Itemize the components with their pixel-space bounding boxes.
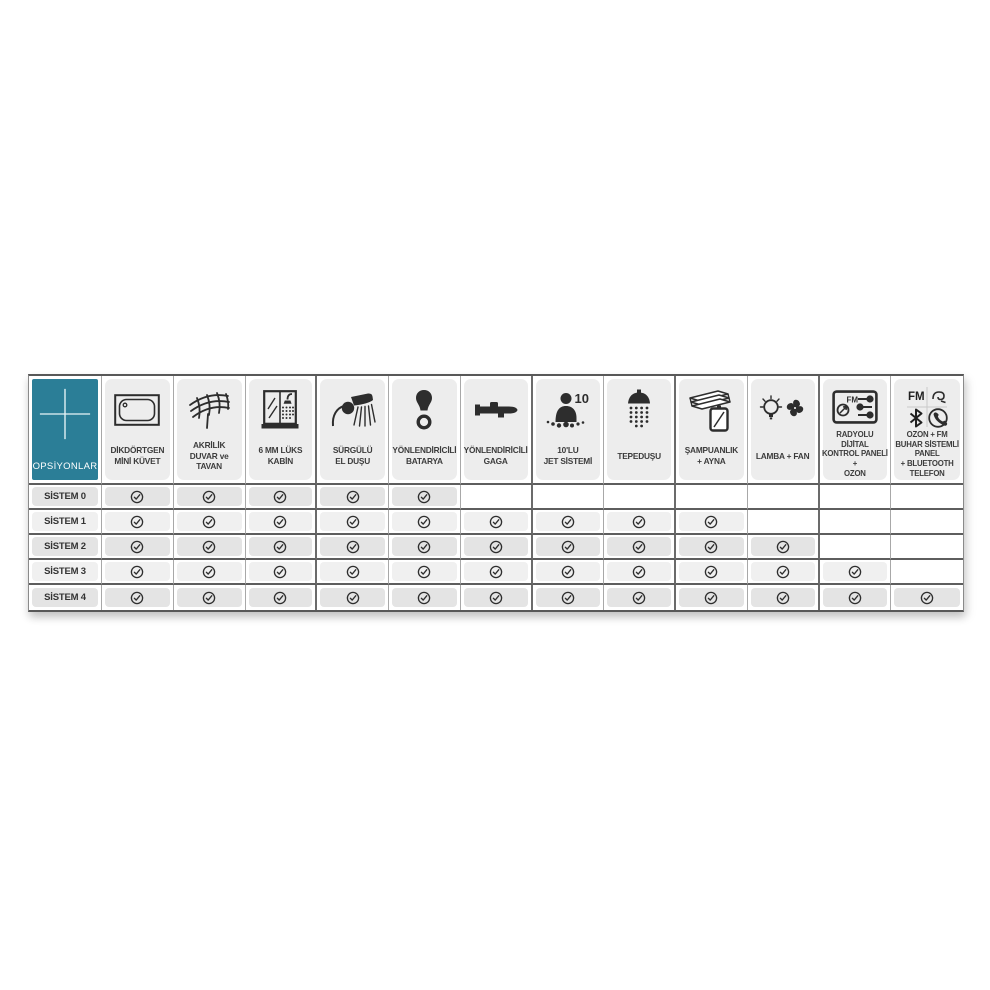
row-label-badge <box>32 487 98 506</box>
header-box <box>177 379 242 480</box>
check-badge <box>320 537 385 556</box>
check-badge <box>320 512 385 531</box>
row-label: SİSTEM 2 <box>44 541 86 552</box>
label-line: OZON <box>844 468 866 478</box>
hand-shower-icon <box>330 391 376 429</box>
check-circle-icon <box>273 515 287 529</box>
overhead-shower-icon <box>624 389 654 431</box>
check-circle-icon <box>417 515 431 529</box>
row-label: SİSTEM 0 <box>44 491 86 502</box>
cell-row0-akrilik-duvar-ve-tavan <box>174 485 246 510</box>
check-circle-icon <box>273 490 287 504</box>
check-badge <box>392 562 457 581</box>
label-line: + <box>852 459 858 469</box>
check-circle-icon <box>561 540 575 554</box>
mixer-tap-icon <box>413 389 435 431</box>
check-circle-icon <box>704 565 718 579</box>
check-circle-icon <box>489 565 503 579</box>
cell-row1-6-mm-luks-kabin <box>246 510 318 535</box>
check-badge <box>679 562 744 581</box>
cell-row2-radyolu-dijital-kontrol-paneli-ozon <box>820 535 892 560</box>
check-circle-icon <box>561 591 575 605</box>
column-label <box>110 436 164 476</box>
column-header-surgulu-el-dusu <box>317 376 389 485</box>
column-header-dikdortgen-mini-kuvet <box>102 376 174 485</box>
opsiyonlar-box <box>32 379 98 480</box>
cell-row4-6-mm-luks-kabin <box>246 585 318 610</box>
column-header-tepedusu <box>604 376 676 485</box>
column-label <box>392 436 456 476</box>
row-label-badge <box>32 512 98 531</box>
check-badge <box>751 562 815 581</box>
cell-row2-6-mm-luks-kabin <box>246 535 318 560</box>
plus-icon <box>37 386 93 442</box>
column-header-yonlendiricili-gaga <box>461 376 533 485</box>
acrylic-ceiling-icon <box>188 390 230 430</box>
cell-row0-dikdortgen-mini-kuvet <box>102 485 174 510</box>
header-icon-slot <box>537 384 600 436</box>
cell-row0-lamba-fan <box>748 485 820 510</box>
label-line: DUVAR ve <box>189 450 229 461</box>
check-circle-icon <box>346 591 360 605</box>
column-label <box>464 436 528 476</box>
header-box <box>536 379 601 480</box>
check-badge <box>392 588 457 607</box>
check-badge <box>177 562 242 581</box>
cell-row0-tepedusu <box>604 485 676 510</box>
column-label <box>685 436 738 476</box>
cell-row1-sampuanlik-ayna <box>676 510 748 535</box>
header-icon-slot <box>680 384 743 436</box>
check-circle-icon <box>632 515 646 529</box>
check-badge <box>177 512 242 531</box>
check-circle-icon <box>202 490 216 504</box>
column-header-akrilik-duvar-ve-tavan <box>174 376 246 485</box>
check-circle-icon <box>202 591 216 605</box>
opsiyonlar-label: OPSİYONLAR <box>32 461 98 472</box>
check-circle-icon <box>704 591 718 605</box>
label-line: DİKDÖRTGEN <box>110 445 165 456</box>
svg-text:FM: FM <box>908 391 925 403</box>
label-line: KONTROL PANELİ <box>821 449 888 459</box>
column-label <box>895 430 958 479</box>
cell-row4-ozon-fm-buhar-sistemli-panel-bluetooth-telefon <box>891 585 963 610</box>
row-label-cell-2 <box>29 535 102 560</box>
header-icon-slot <box>250 384 312 436</box>
cell-row4-surgulu-el-dusu <box>317 585 389 610</box>
check-badge <box>536 512 601 531</box>
cell-row0-6-mm-luks-kabin <box>246 485 318 510</box>
header-box <box>751 379 815 480</box>
check-badge <box>392 487 457 506</box>
cell-row0-radyolu-dijital-kontrol-paneli-ozon <box>820 485 892 510</box>
cell-row1-akrilik-duvar-ve-tavan <box>174 510 246 535</box>
corner-cell-opsiyonlar <box>29 376 102 485</box>
label-line: PANEL <box>914 449 940 459</box>
check-badge <box>823 588 888 607</box>
check-badge <box>607 537 671 556</box>
check-badge <box>320 487 385 506</box>
cell-row2-akrilik-duvar-ve-tavan <box>174 535 246 560</box>
row-label-badge <box>32 562 98 581</box>
jet-system-icon <box>545 391 591 429</box>
check-badge <box>751 588 815 607</box>
column-header-sampuanlik-ayna <box>676 376 748 485</box>
check-circle-icon <box>202 540 216 554</box>
check-circle-icon <box>130 490 144 504</box>
cell-row3-surgulu-el-dusu <box>317 560 389 585</box>
header-box <box>894 379 960 480</box>
header-icon-slot <box>608 384 670 436</box>
check-circle-icon <box>561 515 575 529</box>
check-circle-icon <box>417 490 431 504</box>
label-line: LAMBA + FAN <box>755 450 810 461</box>
check-circle-icon <box>130 591 144 605</box>
cell-row3-yonlendiricili-gaga <box>461 560 533 585</box>
label-line: OZON + FM <box>906 430 948 439</box>
check-circle-icon <box>417 591 431 605</box>
cell-row3-akrilik-duvar-ve-tavan <box>174 560 246 585</box>
check-circle-icon <box>489 515 503 529</box>
label-line: ŞAMPUANLIK <box>684 445 739 456</box>
check-badge <box>823 562 888 581</box>
cell-row3-lamba-fan <box>748 560 820 585</box>
cell-row3-sampuanlik-ayna <box>676 560 748 585</box>
row-label: SİSTEM 4 <box>44 592 86 603</box>
cell-row4-yonlendiricili-batarya <box>389 585 461 610</box>
label-line: + BLUETOOTH <box>900 459 954 469</box>
cell-row2-ozon-fm-buhar-sistemli-panel-bluetooth-telefon <box>891 535 963 560</box>
check-circle-icon <box>489 540 503 554</box>
cell-row4-dikdortgen-mini-kuvet <box>102 585 174 610</box>
cell-row3-6-mm-luks-kabin <box>246 560 318 585</box>
check-circle-icon <box>346 540 360 554</box>
cell-row4-yonlendiricili-gaga <box>461 585 533 610</box>
check-badge <box>464 562 528 581</box>
header-box <box>464 379 528 480</box>
check-circle-icon <box>704 515 718 529</box>
column-label <box>756 436 810 476</box>
cell-row0-10lu-jet-sistemi <box>533 485 605 510</box>
header-box <box>607 379 671 480</box>
check-badge <box>105 537 170 556</box>
check-circle-icon <box>632 565 646 579</box>
check-badge <box>536 562 601 581</box>
check-badge <box>392 512 457 531</box>
header-icon-slot <box>106 384 169 436</box>
header-box <box>105 379 170 480</box>
label-line: YÖNLENDİRİCİLİ <box>392 445 457 456</box>
check-circle-icon <box>920 591 934 605</box>
header-icon-slot <box>824 384 887 430</box>
check-badge <box>320 588 385 607</box>
check-circle-icon <box>632 540 646 554</box>
check-badge <box>607 588 671 607</box>
cell-row1-lamba-fan <box>748 510 820 535</box>
check-circle-icon <box>632 591 646 605</box>
column-label <box>333 436 373 476</box>
check-badge <box>105 512 170 531</box>
cell-row1-ozon-fm-buhar-sistemli-panel-bluetooth-telefon <box>891 510 963 535</box>
check-badge <box>105 562 170 581</box>
check-badge <box>177 588 242 607</box>
cell-row4-akrilik-duvar-ve-tavan <box>174 585 246 610</box>
cell-row1-radyolu-dijital-kontrol-paneli-ozon <box>820 510 892 535</box>
cell-row3-dikdortgen-mini-kuvet <box>102 560 174 585</box>
check-badge <box>105 588 170 607</box>
label-line: MİNİ KÜVET <box>114 456 161 466</box>
header-box <box>320 379 385 480</box>
header-icon-slot <box>465 384 527 436</box>
check-circle-icon <box>704 540 718 554</box>
cell-row1-yonlendiricili-batarya <box>389 510 461 535</box>
check-badge <box>679 588 744 607</box>
check-circle-icon <box>346 565 360 579</box>
label-line: GAGA <box>483 456 508 466</box>
cell-row2-sampuanlik-ayna <box>676 535 748 560</box>
row-label-cell-4 <box>29 585 102 610</box>
label-line: 6 MM LÜKS <box>258 445 303 456</box>
cell-row2-yonlendiricili-gaga <box>461 535 533 560</box>
header-box <box>249 379 313 480</box>
header-icon-slot <box>321 384 384 436</box>
check-circle-icon <box>776 540 790 554</box>
check-badge <box>249 562 313 581</box>
check-badge <box>249 487 313 506</box>
cell-row0-sampuanlik-ayna <box>676 485 748 510</box>
check-circle-icon <box>202 515 216 529</box>
header-icon-slot <box>752 384 814 436</box>
cell-row2-surgulu-el-dusu <box>317 535 389 560</box>
column-label <box>822 430 888 479</box>
column-header-ozon-fm-buhar-sistemli-panel-bluetooth-telefon <box>891 376 963 485</box>
label-line: TAVAN <box>196 461 222 472</box>
check-badge <box>607 562 671 581</box>
check-circle-icon <box>848 565 862 579</box>
check-badge <box>464 512 528 531</box>
check-circle-icon <box>130 515 144 529</box>
check-badge <box>177 487 242 506</box>
label-line: KABİN <box>267 456 294 466</box>
label-line: + AYNA <box>697 456 726 466</box>
check-circle-icon <box>417 540 431 554</box>
check-badge <box>249 588 313 607</box>
check-badge <box>679 537 744 556</box>
check-circle-icon <box>417 565 431 579</box>
cell-row1-dikdortgen-mini-kuvet <box>102 510 174 535</box>
cell-row3-ozon-fm-buhar-sistemli-panel-bluetooth-telefon <box>891 560 963 585</box>
check-badge <box>320 562 385 581</box>
header-box <box>392 379 457 480</box>
cell-row4-10lu-jet-sistemi <box>533 585 605 610</box>
cell-row2-yonlendiricili-batarya <box>389 535 461 560</box>
cell-row3-10lu-jet-sistemi <box>533 560 605 585</box>
check-badge <box>607 512 671 531</box>
spout-icon <box>473 399 519 421</box>
cell-row2-tepedusu <box>604 535 676 560</box>
cell-row3-yonlendiricili-batarya <box>389 560 461 585</box>
row-label: SİSTEM 3 <box>44 566 86 577</box>
check-circle-icon <box>346 515 360 529</box>
header-icon-slot <box>393 384 456 436</box>
check-badge <box>894 588 960 607</box>
check-circle-icon <box>561 565 575 579</box>
header-box <box>679 379 744 480</box>
row-label-badge <box>32 537 98 556</box>
check-circle-icon <box>130 540 144 554</box>
check-circle-icon <box>776 591 790 605</box>
column-label <box>617 436 661 476</box>
cell-row2-10lu-jet-sistemi <box>533 535 605 560</box>
header-icon-slot <box>895 384 959 430</box>
label-line: JET SİSTEMİ <box>543 456 593 466</box>
column-header-lamba-fan <box>748 376 820 485</box>
cell-row1-yonlendiricili-gaga <box>461 510 533 535</box>
check-circle-icon <box>489 591 503 605</box>
check-badge <box>249 512 313 531</box>
check-circle-icon <box>848 591 862 605</box>
svg-text:10: 10 <box>574 391 589 406</box>
label-line: EL DUŞU <box>335 456 371 466</box>
label-line: 10'LU <box>557 445 579 456</box>
column-label <box>544 436 593 476</box>
column-label <box>258 436 302 476</box>
cell-row0-ozon-fm-buhar-sistemli-panel-bluetooth-telefon <box>891 485 963 510</box>
row-label-cell-3 <box>29 560 102 585</box>
check-circle-icon <box>273 565 287 579</box>
cell-row4-tepedusu <box>604 585 676 610</box>
row-label: SİSTEM 1 <box>44 516 86 527</box>
column-header-6-mm-luks-kabin <box>246 376 318 485</box>
radio-control-panel-icon <box>832 390 878 424</box>
lamp-fan-icon <box>759 395 807 425</box>
cell-row1-tepedusu <box>604 510 676 535</box>
shower-cabin-icon <box>261 389 299 431</box>
label-line: BATARYA <box>405 456 443 466</box>
bathtub-icon <box>114 394 160 426</box>
row-label-badge <box>32 588 98 607</box>
check-circle-icon <box>273 540 287 554</box>
cell-row4-lamba-fan <box>748 585 820 610</box>
cell-row0-yonlendiricili-gaga <box>461 485 533 510</box>
column-label <box>190 436 229 476</box>
check-circle-icon <box>346 490 360 504</box>
check-badge <box>105 487 170 506</box>
check-badge <box>751 537 815 556</box>
label-line: TEPEDUŞU <box>617 450 661 461</box>
label-line: YÖNLENDİRİCİLİ <box>463 445 528 456</box>
header-box <box>823 379 888 480</box>
options-comparison-table <box>28 374 964 612</box>
check-circle-icon <box>776 565 790 579</box>
check-badge <box>392 537 457 556</box>
svg-text:FM: FM <box>846 395 858 405</box>
cell-row0-surgulu-el-dusu <box>317 485 389 510</box>
check-badge <box>249 537 313 556</box>
check-badge <box>464 537 528 556</box>
check-badge <box>536 588 601 607</box>
row-label-cell-1 <box>29 510 102 535</box>
column-header-10lu-jet-sistemi <box>533 376 605 485</box>
check-circle-icon <box>273 591 287 605</box>
label-line: AKRİLİK <box>192 439 226 450</box>
check-badge <box>177 537 242 556</box>
column-header-yonlendiricili-batarya <box>389 376 461 485</box>
label-line: TELEFON <box>909 468 945 478</box>
column-header-radyolu-dijital-kontrol-paneli-ozon <box>820 376 892 485</box>
cell-row4-sampuanlik-ayna <box>676 585 748 610</box>
row-label-cell-0 <box>29 485 102 510</box>
label-line: SÜRGÜLÜ <box>332 445 373 456</box>
check-badge <box>536 537 601 556</box>
label-line: BUHAR SİSTEMLİ <box>895 439 959 449</box>
check-badge <box>679 512 744 531</box>
label-line: RADYOLU <box>836 430 874 439</box>
cell-row0-yonlendiricili-batarya <box>389 485 461 510</box>
fm-steam-bluetooth-phone-icon <box>905 384 949 430</box>
check-circle-icon <box>202 565 216 579</box>
cell-row1-surgulu-el-dusu <box>317 510 389 535</box>
check-badge <box>464 588 528 607</box>
cell-row3-tepedusu <box>604 560 676 585</box>
cell-row3-radyolu-dijital-kontrol-paneli-ozon <box>820 560 892 585</box>
header-icon-slot <box>178 384 241 436</box>
cell-row2-dikdortgen-mini-kuvet <box>102 535 174 560</box>
label-line: DİJİTAL <box>841 439 869 449</box>
shelf-mirror-icon <box>688 388 734 432</box>
cell-row2-lamba-fan <box>748 535 820 560</box>
cell-row1-10lu-jet-sistemi <box>533 510 605 535</box>
check-circle-icon <box>130 565 144 579</box>
cell-row4-radyolu-dijital-kontrol-paneli-ozon <box>820 585 892 610</box>
